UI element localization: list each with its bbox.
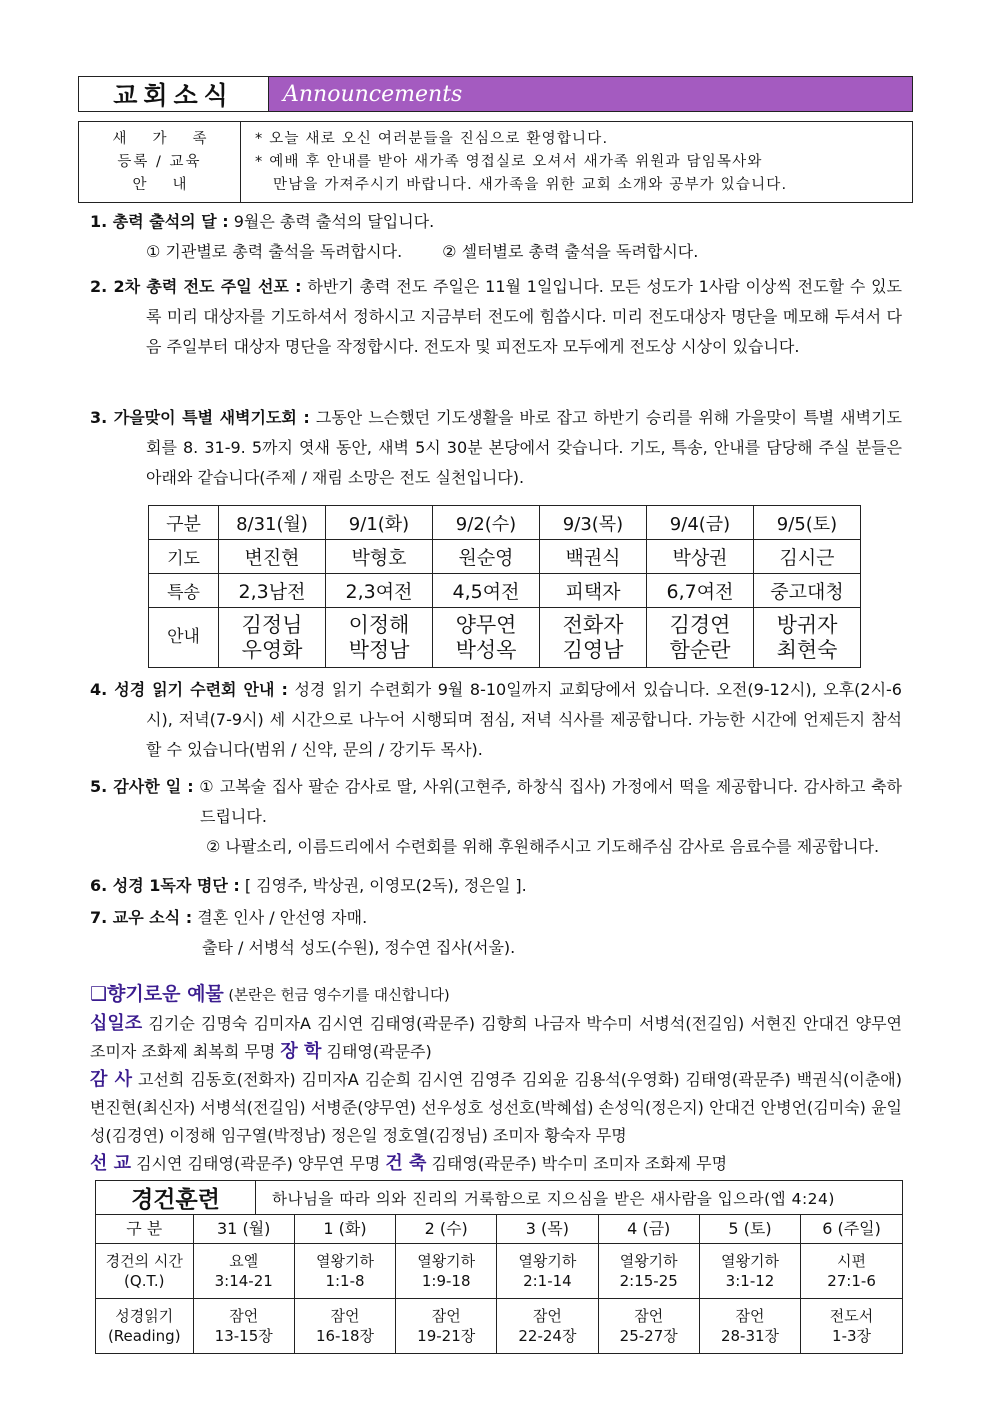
item-1-head: 1. 총력 출석의 달 : [90,212,229,231]
table-cell: 8/31(월) [219,506,326,540]
table-cell [396,1243,497,1298]
reading-range: 25-27장 [619,1326,678,1345]
table-cell: 1 (화) [294,1215,395,1243]
qt-book: 요엘 [229,1251,259,1270]
table-cell [396,1298,497,1353]
devotional-training [95,1180,903,1354]
mission-label: 선 교 [90,1153,132,1174]
item-1-sub2: ② 셀터별로 총력 출석을 독려합시다. [442,242,699,261]
item-3-head: 3. 가을맞이 특별 새벽기도회 : [90,408,310,427]
table-cell: 2,3남전 [219,574,326,608]
qt-range: 1:9-18 [421,1271,471,1290]
item-4-head: 4. 성경 읽기 수련회 안내 : [90,680,288,699]
table-cell [497,1243,598,1298]
reading-book: 잠언 [431,1306,461,1325]
qt-book: 열왕기하 [518,1251,577,1270]
table-cell [96,1243,193,1298]
table-cell [96,1298,193,1353]
table-cell: 4 (금) [598,1215,699,1243]
thanks-label: 감 사 [90,1069,132,1090]
table-cell: 구분 [149,506,219,540]
reading-book: 잠언 [330,1306,360,1325]
table-cell [433,608,540,668]
guide-name: 함순란 [669,637,731,662]
table-cell: 중고대청 [754,574,861,608]
table-cell: 특송 [149,574,219,608]
qt-book: 열왕기하 [619,1251,678,1270]
reading-range: 16-18장 [315,1326,375,1345]
guide-name: 양무연 [455,612,517,637]
qt-book: 열왕기하 [417,1251,476,1270]
item-6 [90,871,902,901]
qt-range: 1:1-8 [325,1271,365,1290]
table-cell: 9/1(화) [326,506,433,540]
table-row [96,1243,902,1298]
item-4-text: 성경 읽기 수련회가 9월 8-10일까지 교회당에서 있습니다. 오전(9-12시), 오후(2시-6시), 저녁(7-9시) 세 시간으로 나누어 시행되며 점심, 저녁 식사를 제공합니다. 가능한 시간에 언제든지 참석할 수 있습니다(범위 / 신약, 문의 / 강기두 목사). [146,680,902,759]
table-row [149,540,861,574]
table-cell: 안내 [149,608,219,668]
reading-book: 전도서 [829,1306,874,1325]
guide-name: 이정해 [348,612,410,637]
qt-range: 2:1-14 [523,1271,572,1290]
table-row [96,1298,902,1353]
reading-range: 28-31장 [720,1326,780,1345]
table-cell [294,1298,395,1353]
guide-name: 최현숙 [776,637,838,662]
newcomer-label [79,122,241,202]
qt-range: 3:14-21 [214,1271,273,1290]
qt-book: 열왕기하 [316,1251,374,1270]
item-5-text2: ② 나팔소리, 이름드리에서 수련회를 위해 후원해주시고 기도해주심 감사로 음료수를 제공합니다. [206,837,880,856]
reading-label: 성경읽기 [115,1306,174,1325]
item-1-sub1: ① 기관별로 총력 출석을 독려합시다. [146,242,403,261]
item-3-text: 그동안 느슨했던 기도생활을 바로 잡고 하반기 승리를 위해 가을맞이 특별 새벽기도회를 8. 31-9. 5까지 엿새 동안, 새벽 5시 30분 본당에서 갖습니다. 기도, 특송, 안내를 담당해 주실 분들은 아래와 같습니다(주제 / 재림 소망은 전도 실천입니다). [146,408,902,487]
building-names: 김태영(곽문주) 박수미 조미자 조화제 무명 [426,1154,728,1173]
reading-book: 잠언 [532,1306,562,1325]
guide-name: 박성옥 [455,637,517,662]
reading-label-en: (Reading) [107,1326,181,1345]
table-cell [497,1298,598,1353]
scholarship-names: 김태영(곽문주) [321,1042,432,1061]
tithe-names: 김기순 김명숙 김미자A 김시연 김태영(곽문주) 김향희 나금자 박수미 서병석(전길임) 서현진 안대건 양무연 조미자 조화제 최복희 무명 [90,1014,902,1061]
qt-range: 3:1-12 [725,1271,775,1290]
table-cell: 구 분 [96,1215,193,1243]
table-cell: 5 (토) [699,1215,800,1243]
training-title: 경건훈련 [96,1181,256,1214]
item-7-sub: 출타 / 서병석 성도(수원), 정수연 집사(서울). [202,938,516,957]
newcomer-box [78,121,913,203]
guide-name: 전화자 [562,612,624,637]
table-cell [699,1243,800,1298]
table-cell: 피택자 [540,574,647,608]
table-cell [699,1298,800,1353]
table-cell [326,608,433,668]
tithe-label: 십일조 [90,1013,143,1034]
guide-name: 김영남 [562,637,624,662]
item-1-subs [90,237,902,267]
table-cell [294,1243,395,1298]
item-7-head: 7. 교우 소식 : [90,908,193,927]
newcomer-line-2: * 예배 후 안내를 받아 새가족 영접실로 오셔서 새가족 위원과 담임목사와 [255,153,763,170]
table-cell [193,1243,294,1298]
table-cell: 9/4(금) [647,506,754,540]
mission-names: 김시연 김태영(곽문주) 양무연 무명 [131,1154,386,1173]
item-3 [90,403,902,493]
item-6-text: [ 김영주, 박상권, 이영모(2독), 정은일 ]. [239,876,527,895]
qt-book: 열왕기하 [721,1251,779,1270]
building-label: 건 축 [385,1153,427,1174]
scholarship-label: 장 학 [280,1041,322,1062]
table-row [96,1215,902,1243]
newcomer-line-1: * 오늘 새로 오신 여러분들을 진심으로 환영합니다. [255,130,609,147]
qt-label: 경건의 시간 [105,1251,183,1270]
item-5 [90,772,902,862]
reading-range: 13-15장 [214,1326,273,1345]
reading-range: 22-24장 [518,1326,577,1345]
header-title-en: Announcements [269,77,912,111]
offering-note: (본란은 헌금 영수기를 대신합니다) [223,988,450,1004]
table-cell: 김시근 [754,540,861,574]
table-cell [754,608,861,668]
training-verse: 하나님을 따라 의와 진리의 거룩함으로 지으심을 받은 새사람을 입으라(엡 4:24) [272,1189,835,1208]
thanks-names: 고선희 김동호(전화자) 김미자A 김순희 김시연 김영주 김외윤 김용석(우영화) 김태영(곽문주) 백권식(이춘애) 변진현(최신자) 서병석(전길임) 서병준(양무연) 선우성호 성선호(박혜섭) 손성익(정은지) 안대건 안병언(김미숙) 윤일성(김경연) 이정해 임구열(박정남) 정은일 정호열(김정님) 조미자 황숙자 무명 [90,1070,902,1145]
qt-label-en: (Q.T.) [124,1271,165,1290]
table-cell: 기도 [149,540,219,574]
training-table [96,1215,902,1353]
table-row [149,608,861,668]
table-cell [540,608,647,668]
item-2-text: 하반기 총력 전도 주일은 11월 1일입니다. 모든 성도가 1사람 이상씩 전도할 수 있도록 미리 대상자를 기도하셔서 정하시고 지금부터 전도에 힘씁시다. 미리 전도대상자 명단을 메모해 두셔서 다음 주일부터 대상자 명단을 작정합시다. 전도자 및 피전도자 모두에게 전도상 시상이 있습니다. [146,277,902,356]
table-cell: 박형호 [326,540,433,574]
announcements-header [78,76,913,112]
table-cell [598,1298,699,1353]
newcomer-label-3: 안내 [132,176,213,193]
table-cell: 2 (수) [396,1215,497,1243]
newcomer-label-2: 등록 / 교육 [117,153,202,170]
header-title-ko: 교회소식 [79,77,269,111]
item-5-text1: ① 고복술 집사 팔순 감사로 딸, 사위(고현주, 하창식 집사) 가정에서 떡을 제공합니다. 감사하고 축하드립니다. [193,777,902,826]
newcomer-text [241,122,912,202]
item-4 [90,675,902,765]
guide-name: 방귀자 [776,612,838,637]
item-1 [90,207,902,267]
guide-name: 박정남 [348,637,410,662]
item-6-head: 6. 성경 1독자 명단 : [90,876,240,895]
table-row [149,574,861,608]
item-2 [90,272,902,362]
qt-range: 2:15-25 [619,1271,678,1290]
table-cell: 6 (주일) [801,1215,902,1243]
table-cell: 9/2(수) [433,506,540,540]
table-cell: 6,7여전 [647,574,754,608]
table-cell: 변진현 [219,540,326,574]
table-cell: 박상권 [647,540,754,574]
qt-book: 시편 [837,1251,867,1270]
training-header [96,1181,902,1215]
reading-book: 잠언 [229,1306,259,1325]
table-cell: 9/5(토) [754,506,861,540]
table-cell: 2,3여전 [326,574,433,608]
item-7-text: 결혼 인사 / 안선영 자매. [192,908,368,927]
table-row [149,506,861,540]
table-cell [193,1298,294,1353]
table-cell [647,608,754,668]
prayer-schedule-table [148,505,861,668]
reading-range: 19-21장 [417,1326,476,1345]
table-cell: 31 (월) [193,1215,294,1243]
reading-book: 잠언 [634,1306,664,1325]
table-cell: 3 (목) [497,1215,598,1243]
offering-section [90,980,902,1178]
table-cell: 원순영 [433,540,540,574]
guide-name: 우영화 [241,637,303,662]
table-cell: 4,5여전 [433,574,540,608]
newcomer-line-3: 만남을 가져주시기 바랍니다. 새가족을 위한 교회 소개와 공부가 있습니다. [273,176,788,193]
reading-book: 잠언 [735,1306,765,1325]
item-5-head: 5. 감사한 일 : [90,777,194,796]
table-cell: 9/3(목) [540,506,647,540]
qt-range: 27:1-6 [827,1271,876,1290]
guide-name: 김정님 [241,612,303,637]
table-cell [598,1243,699,1298]
guide-name: 김경연 [669,612,731,637]
table-cell [801,1243,902,1298]
offering-title: ❑향기로운 예물 [90,983,224,1005]
reading-range: 1-3장 [832,1326,872,1345]
table-cell [801,1298,902,1353]
item-7 [90,903,902,963]
table-cell: 백권식 [540,540,647,574]
item-2-head: 2. 2차 총력 전도 주일 선포 : [90,277,302,296]
table-cell [219,608,326,668]
item-1-text: 9월은 총력 출석의 달입니다. [228,212,435,231]
newcomer-label-1: 새가족 [112,130,233,147]
